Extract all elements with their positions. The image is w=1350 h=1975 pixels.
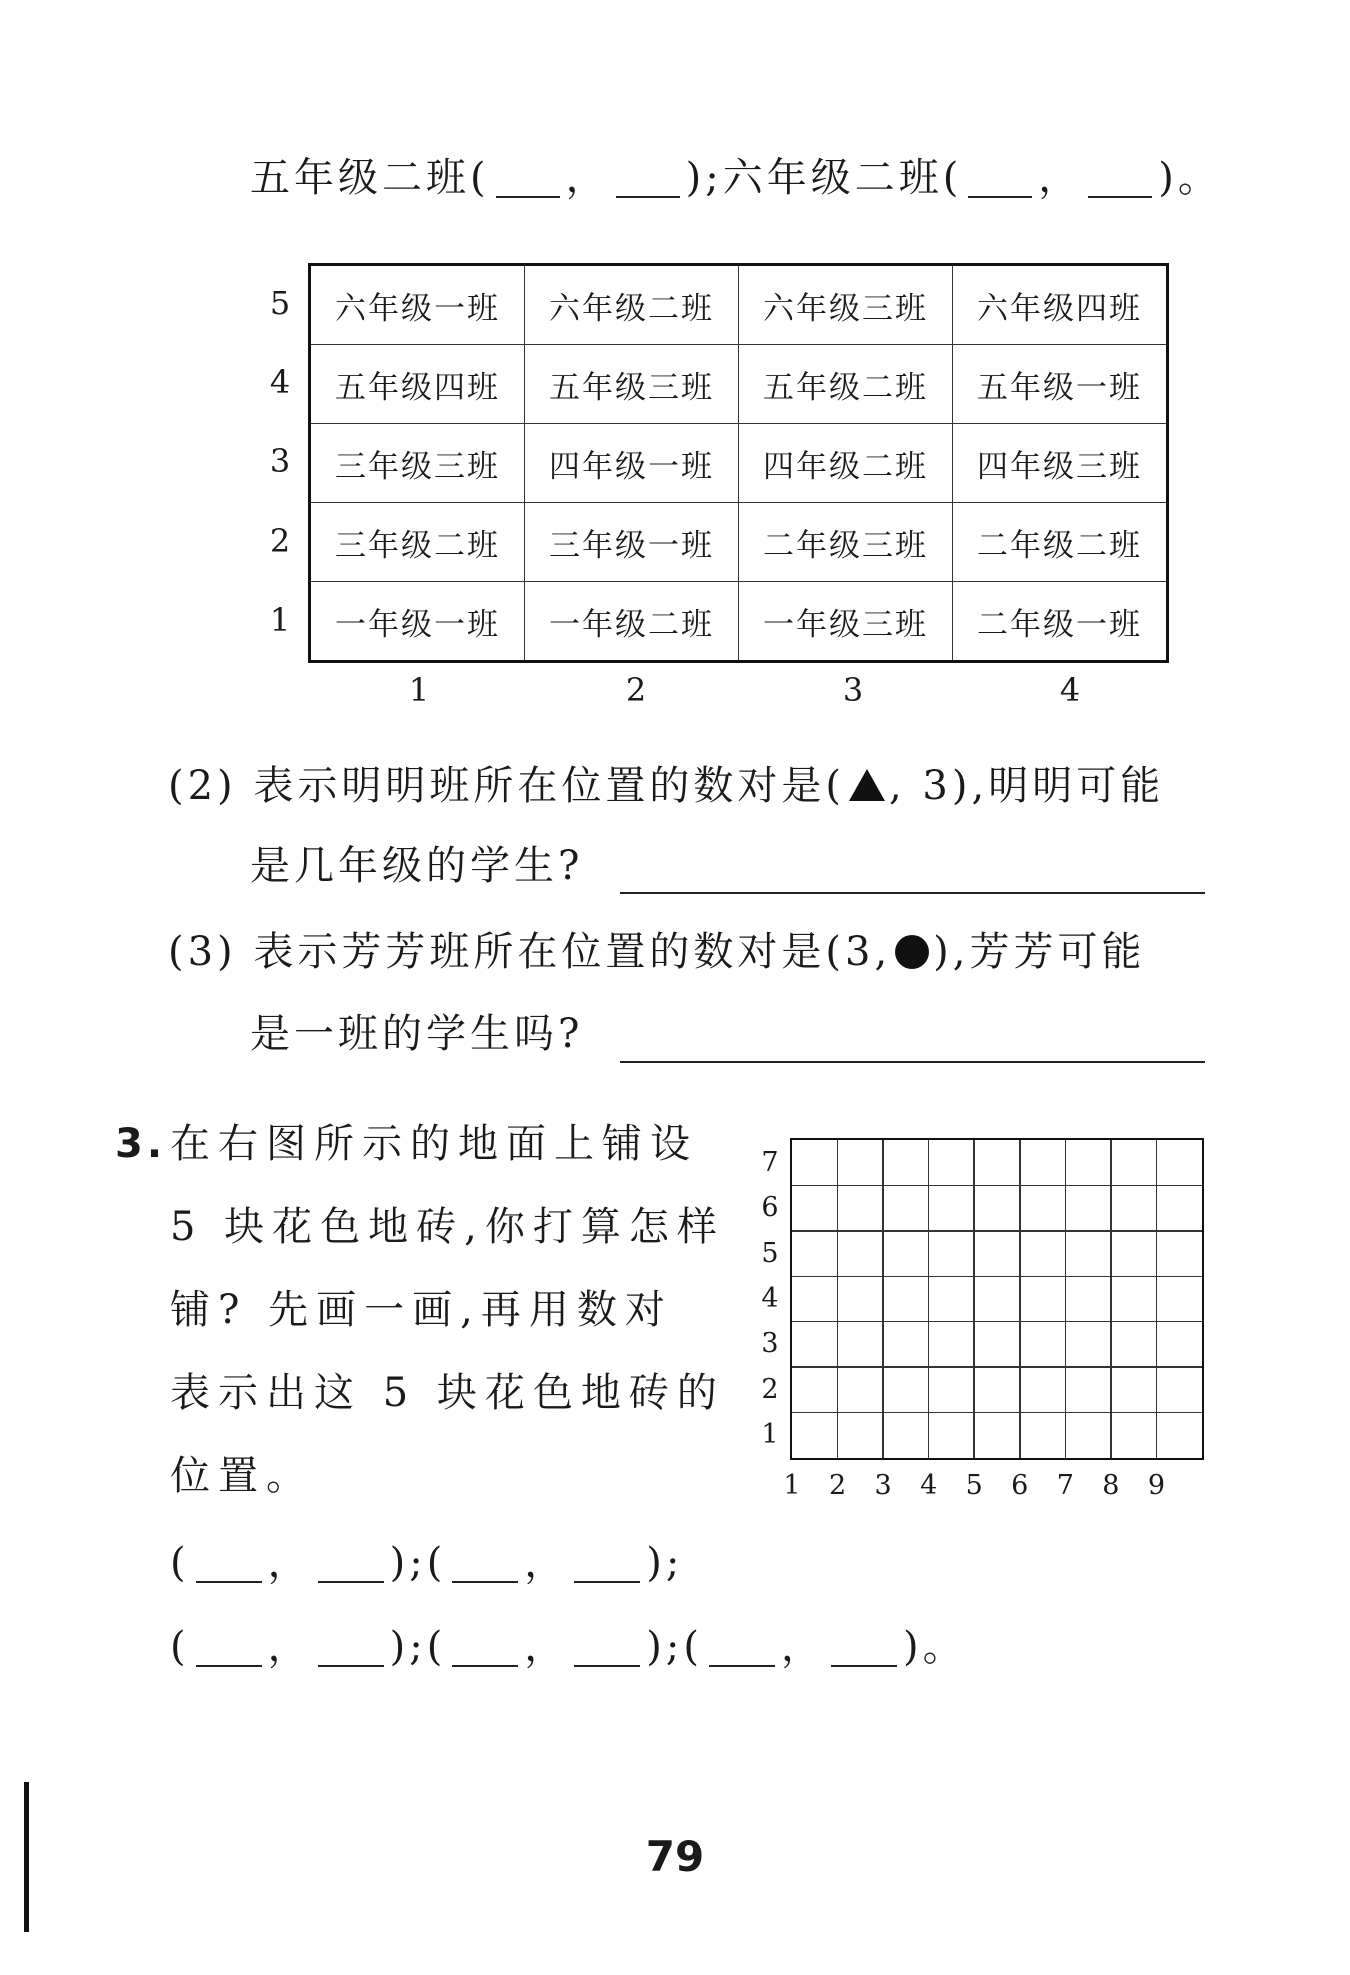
blank[interactable]	[616, 162, 680, 198]
grid-x-label: 4	[920, 1470, 938, 1501]
grid-line	[792, 1366, 1202, 1368]
blank[interactable]	[452, 1547, 518, 1583]
answer-row-1	[170, 1540, 684, 1586]
table-cell: 一年级一班	[310, 582, 525, 662]
table-cell: 一年级三班	[739, 582, 953, 662]
problem-text-line: 位置。	[170, 1453, 314, 1499]
separator: );(	[646, 1624, 703, 1670]
blank[interactable]	[1088, 162, 1152, 198]
table-row	[310, 503, 1168, 582]
circle-icon	[895, 935, 929, 969]
table-row	[310, 424, 1168, 503]
grid-x-label: 6	[1011, 1470, 1029, 1501]
table-cell: 二年级二班	[953, 503, 1168, 582]
comma: ，	[267, 1540, 312, 1586]
column-label: 2	[625, 671, 647, 709]
grid-y-label: 6	[761, 1192, 779, 1224]
problem-text-line: 5 块花色地砖,你打算怎样	[170, 1204, 725, 1250]
grid-line	[1156, 1140, 1158, 1458]
grid-line	[1065, 1140, 1067, 1458]
grid-x-label: 3	[874, 1470, 892, 1501]
answer-line-q2[interactable]	[620, 892, 1205, 894]
grid-line	[1019, 1140, 1021, 1458]
row-label: 1	[269, 601, 291, 639]
grid-x-label: 7	[1056, 1470, 1074, 1501]
grid-line	[792, 1185, 1202, 1187]
question-3-line1	[168, 929, 1146, 975]
table-cell: 一年级二班	[525, 582, 739, 662]
grid-y-label: 3	[761, 1328, 779, 1360]
table-cell: 二年级一班	[953, 582, 1168, 662]
comma: ，	[780, 1624, 825, 1670]
blank[interactable]	[196, 1631, 262, 1667]
text-grade5-class2: 五年级二班(	[250, 155, 490, 201]
grid-y-label: 4	[761, 1283, 779, 1314]
grid-x-label: 2	[828, 1470, 847, 1501]
comma: ，	[565, 155, 610, 201]
blank[interactable]	[196, 1547, 262, 1583]
line-end: );	[646, 1540, 684, 1586]
grid-line	[792, 1276, 1202, 1278]
problem-text-line: 表示出这 5 块花色地砖的	[170, 1370, 725, 1416]
column-label: 1	[408, 671, 430, 709]
paren: (	[170, 1540, 190, 1586]
separator: );(	[389, 1540, 447, 1586]
answer-line-q3[interactable]	[620, 1061, 1205, 1063]
grid-line	[882, 1140, 884, 1458]
row-label: 5	[269, 284, 291, 322]
page-number: 79	[645, 1832, 705, 1881]
table-cell: 六年级四班	[953, 265, 1168, 345]
table-cell: 三年级三班	[310, 424, 525, 503]
grid-line	[1110, 1140, 1112, 1458]
table-row	[310, 345, 1168, 424]
problem-text-line: 铺? 先画一画,再用数对	[170, 1287, 673, 1333]
grid-y-label: 5	[761, 1237, 779, 1269]
triangle-icon	[849, 769, 885, 801]
fill-in-line-grade5-grade6	[250, 155, 1222, 201]
table-cell: 四年级三班	[953, 424, 1168, 503]
grid-y-label: 2	[761, 1373, 779, 1405]
table-row	[310, 265, 1168, 345]
question-number: (2)	[168, 763, 237, 809]
table-row	[310, 582, 1168, 662]
grid-line	[792, 1321, 1202, 1323]
table-cell: 五年级三班	[525, 345, 739, 424]
row-label: 2	[269, 522, 291, 560]
question-2-line1	[168, 763, 1165, 809]
blank[interactable]	[496, 162, 560, 198]
blank[interactable]	[318, 1547, 384, 1583]
question-2-line2: 是几年级的学生?	[250, 843, 584, 889]
text-grade6-class2: );六年级二班(	[685, 155, 963, 201]
grid-x-label: 8	[1102, 1470, 1120, 1501]
question-text: ),芳芳可能	[933, 929, 1146, 975]
line-end: )。	[1158, 155, 1222, 201]
blank[interactable]	[709, 1631, 775, 1667]
table-cell: 六年级一班	[310, 265, 525, 345]
grid-x-label: 5	[965, 1470, 983, 1501]
problem-number: 3.	[115, 1121, 167, 1167]
answer-row-2	[170, 1624, 967, 1670]
separator: );(	[389, 1624, 447, 1670]
problem-text-line: 在右图所示的地面上铺设	[170, 1121, 698, 1167]
table-cell: 六年级二班	[525, 265, 739, 345]
grid-line	[928, 1140, 930, 1458]
question-3-line2: 是一班的学生吗?	[250, 1011, 584, 1057]
question-text: , 3),明明可能	[889, 763, 1165, 809]
blank[interactable]	[574, 1547, 640, 1583]
question-number: (3)	[168, 929, 237, 975]
table-cell: 五年级四班	[310, 345, 525, 424]
grid-line	[837, 1140, 839, 1458]
question-text: 表示芳芳班所在位置的数对是(3,	[253, 929, 892, 975]
table-cell: 二年级三班	[739, 503, 953, 582]
seating-table	[308, 263, 1169, 663]
grid-line	[792, 1230, 1202, 1232]
row-label: 3	[269, 442, 291, 480]
table-cell: 四年级一班	[525, 424, 739, 503]
table-cell: 四年级二班	[739, 424, 953, 503]
floor-grid[interactable]	[790, 1138, 1204, 1460]
comma: ，	[1038, 155, 1083, 201]
table-cell: 五年级一班	[953, 345, 1168, 424]
column-label: 3	[842, 671, 864, 709]
grid-x-label: 9	[1147, 1470, 1166, 1501]
grid-line	[792, 1412, 1202, 1414]
comma: ，	[524, 1624, 569, 1670]
table-cell: 六年级三班	[739, 265, 953, 345]
grid-y-label: 1	[761, 1419, 779, 1451]
blank[interactable]	[452, 1631, 518, 1667]
blank[interactable]	[831, 1631, 897, 1667]
row-label: 4	[269, 363, 291, 401]
blank[interactable]	[318, 1631, 384, 1667]
paren: (	[170, 1624, 190, 1670]
blank[interactable]	[968, 162, 1032, 198]
line-end: )。	[902, 1624, 967, 1670]
comma: ，	[524, 1540, 569, 1586]
table-cell: 五年级二班	[739, 345, 953, 424]
comma: ，	[267, 1624, 312, 1670]
grid-y-label: 7	[761, 1146, 779, 1178]
blank[interactable]	[574, 1631, 640, 1667]
grid-x-label: 1	[783, 1470, 801, 1501]
table-cell: 三年级一班	[525, 503, 739, 582]
question-text: 表示明明班所在位置的数对是(	[253, 763, 845, 809]
column-label: 4	[1059, 671, 1081, 709]
table-cell: 三年级二班	[310, 503, 525, 582]
grid-line	[973, 1140, 975, 1458]
